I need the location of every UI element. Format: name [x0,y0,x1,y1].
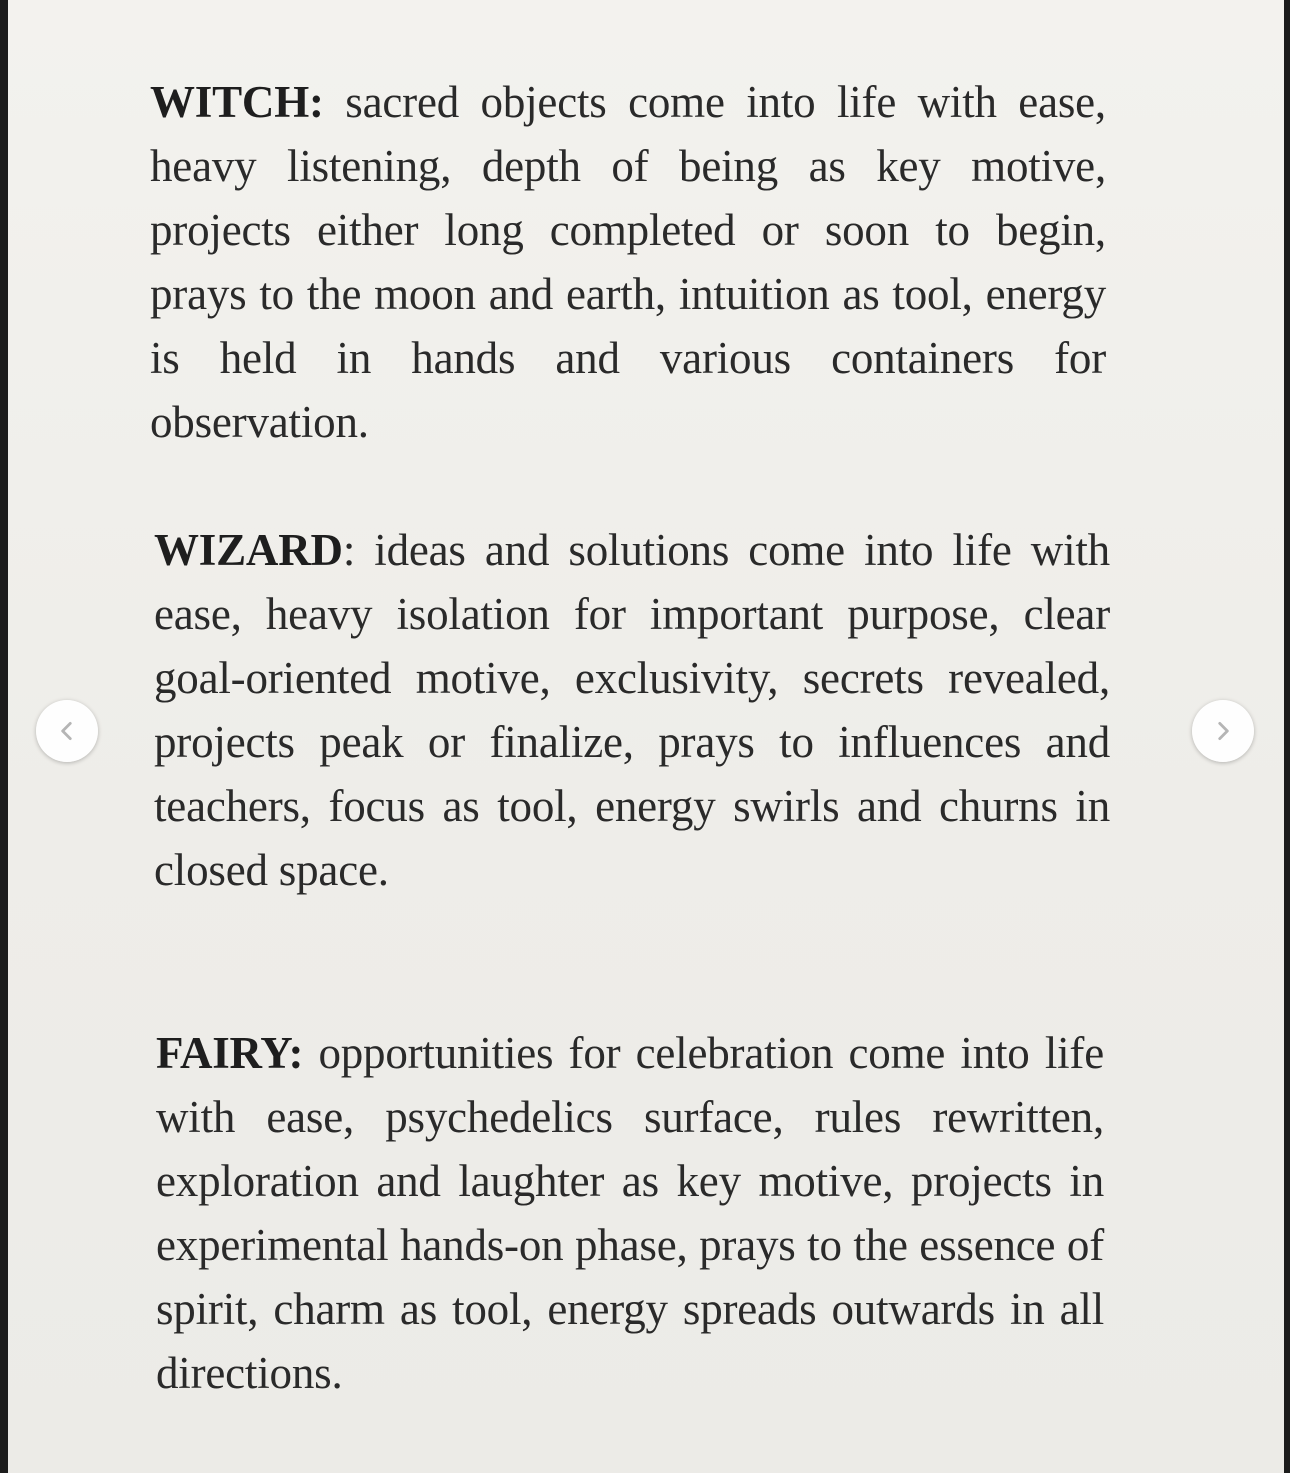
fairy-description: opportunities for celebration come into life with ease, psychedelics surface, rules rewritten, exploration and laughter as key motive, projects in experimental hands-on phase, prays to the essence of spirit, charm as tool, energy spreads outwards in all directions. [156,1028,1104,1398]
witch-description: sacred objects come into life with ease, heavy listening, depth of being as key motive, projects either long completed or soon to begin, prays to the moon and earth, intuition as tool, energy is held in hands and various containers for observation. [150,77,1106,447]
fairy-label: FAIRY: [156,1028,304,1078]
wizard-paragraph [154,518,1110,902]
previous-slide-button[interactable] [36,700,98,762]
wizard-label: WIZARD [154,525,343,575]
witch-paragraph [150,70,1106,454]
witch-label: WITCH: [150,77,324,127]
chevron-right-icon [1210,718,1236,744]
chevron-left-icon [54,718,80,744]
fairy-paragraph [156,1021,1104,1405]
slide-page [8,0,1284,1473]
next-slide-button[interactable] [1192,700,1254,762]
wizard-description: : ideas and solutions come into life with ease, heavy isolation for important purpose, clear goal-oriented motive, exclusivity, secrets revealed, projects peak or finalize, prays to influences and teachers, focus as tool, energy swirls and churns in closed space. [154,525,1110,895]
